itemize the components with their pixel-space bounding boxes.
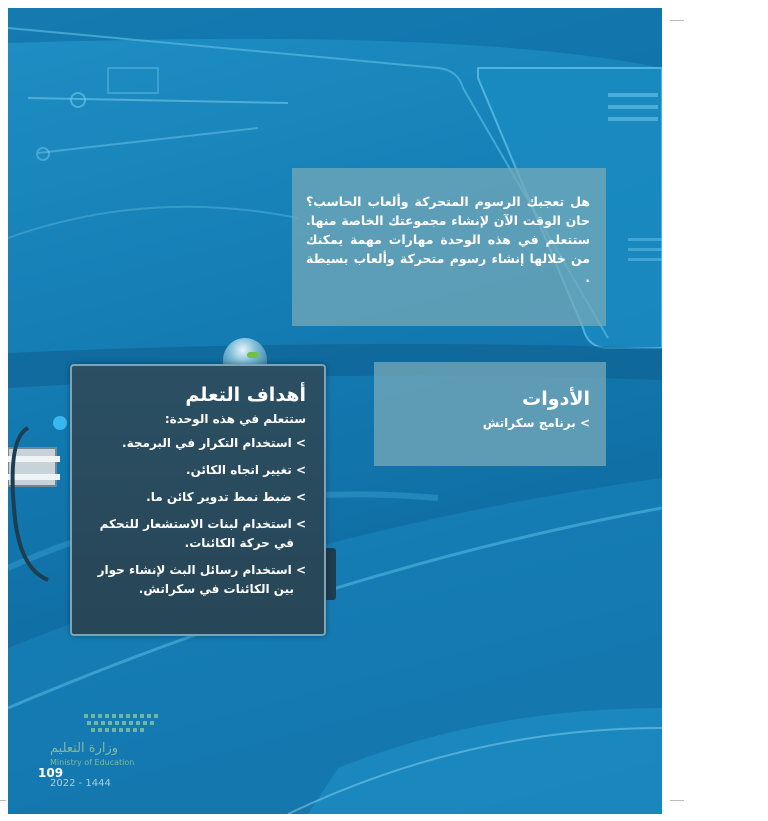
page-number: 109 xyxy=(38,766,64,780)
goal-item: > استخدام التكرار في البرمجة. xyxy=(122,436,306,450)
goals-intro: ستتعلم في هذه الوحدة: xyxy=(164,412,306,426)
tools-title: الأدوات xyxy=(522,388,590,410)
crop-mark xyxy=(670,20,684,21)
goal-item: > ضبط نمط تدوير كائن ما. xyxy=(146,490,306,504)
edition-year: 2022 - 1444 xyxy=(50,778,111,789)
ministry-name-arabic: وزارة التعليم xyxy=(50,741,119,756)
ministry-logo-icon xyxy=(84,712,162,734)
crop-mark xyxy=(670,800,684,801)
tools-panel xyxy=(374,362,606,466)
ministry-name-english: Ministry of Education xyxy=(50,758,135,767)
green-light-decoration xyxy=(247,352,259,358)
textbook-page xyxy=(8,8,662,814)
goal-item: > استخدام لبنات الاستشعار للتحكم في حركة الكائنات. xyxy=(99,517,306,550)
goal-item: > تغيير اتجاه الكائن. xyxy=(186,463,306,477)
intro-text: هل تعجبك الرسوم المتحركة وألعاب الحاسب؟ حان الوقت الآن لإنشاء مجموعتك الخاصة منها. ستتعلم في هذه الوحدة مهارات مهمة يمكنك من خلالها إنشاء رسوم متحركة وألعاب بسيطة . xyxy=(306,194,590,285)
tools-item: > برنامج سكراتش xyxy=(482,416,590,430)
intro-panel xyxy=(292,168,606,326)
goal-item: > استخدام رسائل البث لإنشاء حوار بين الكائنات في سكراتش. xyxy=(97,563,306,596)
goals-title: أهداف التعلم xyxy=(185,384,306,406)
crop-mark xyxy=(0,800,6,801)
goals-list xyxy=(86,434,306,599)
learning-goals-panel xyxy=(70,364,326,636)
